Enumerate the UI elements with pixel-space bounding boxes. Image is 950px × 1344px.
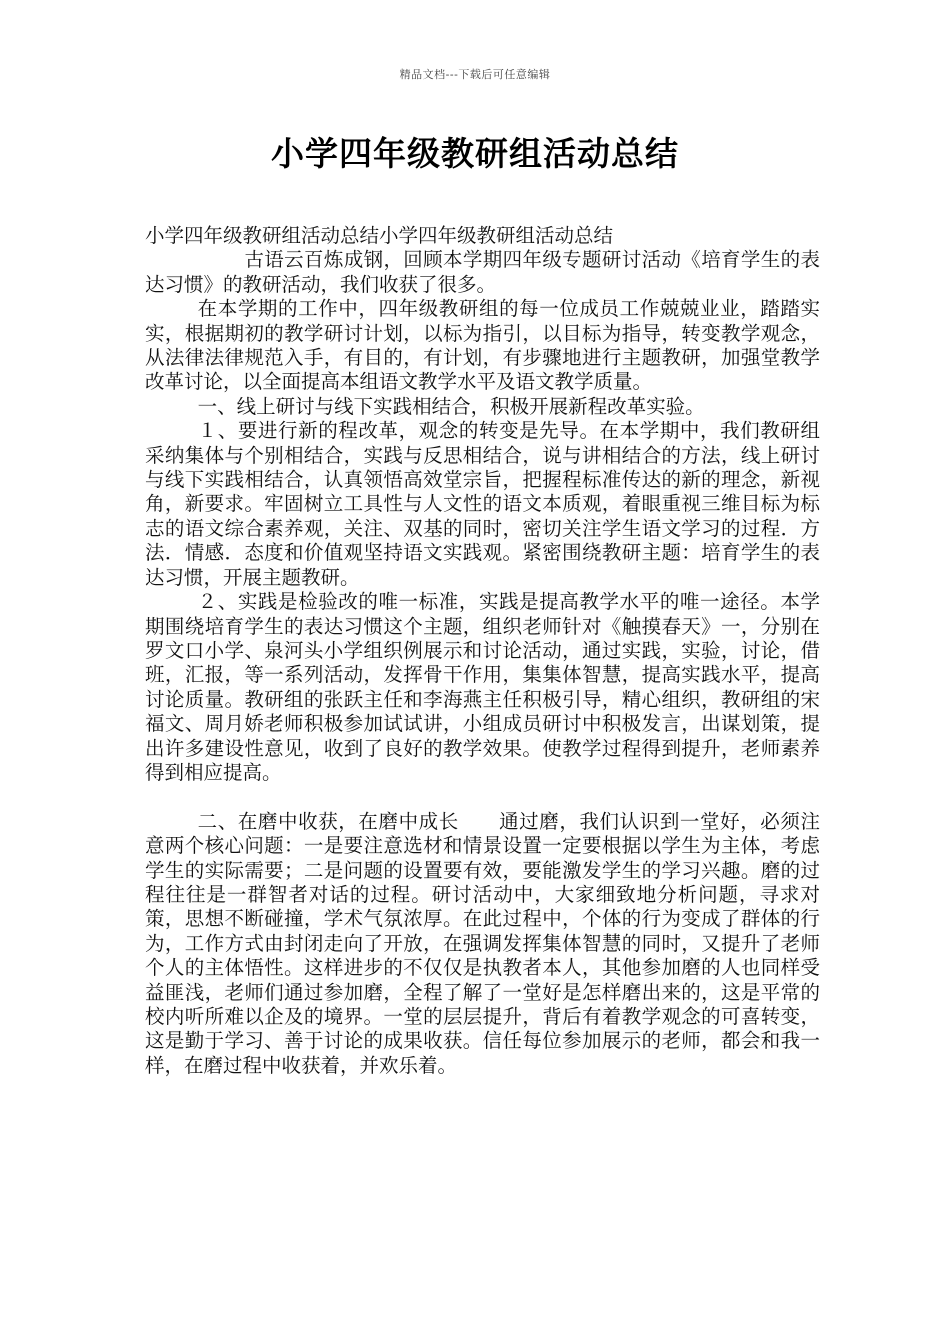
paragraph-section-two: 二、在磨中收获，在磨中成长 通过磨，我们认识到一堂好，必须注意两个核心问题：一是要注意选材和情景设置一定要根据以学生为主体，考虑学生的实际需要；二是问题的设置要有效，要能激发学生的学习兴趣。磨的过程往往是一群智者对话的过程。研讨活动中，大家细致地分析问题，寻求对策，思想不断碰撞，学术气氛浓厚。在此过程中，个体的行为变成了群体的行为，工作方式由封闭走向了开放，在强调发挥集体智慧的同时，又提升了老师个人的主体悟性。这样进步的不仅仅是执教者本人，其他参加磨的人也同样受益匪浅，老师们通过参加磨，全程了解了一堂好是怎样磨出来的，这是平常的校内听所难以企及的境界。一堂的层层提升，背后有着教学观念的可喜转变，这是勤于学习、善于讨论的成果收获。信任每位参加展示的老师，都会和我一样，在磨过程中收获着，并欢乐着。: [145, 809, 820, 1077]
paragraph-point-two: ２、实践是检验改的唯一标准，实践是提高教学水平的唯一途径。本学期围绕培育学生的表达习惯这个主题，组织老师针对《触摸春天》一，分别在罗文口小学、泉河头小学组织例展示和讨论活动，通过实践，实验，讨论，借班，汇报，等一系列活动，发挥骨干作用，集集体智慧，提高实践水平，提高讨论质量。教研组的张跃主任和李海燕主任积极引导，精心组织，教研组的宋福文、周月娇老师积极参加试试讲，小组成员研讨中积极发言，出谋划策，提出许多建设性意见，收到了良好的教学效果。使教学过程得到提升，老师素养得到相应提高。: [145, 590, 820, 784]
paragraph-point-one: １、要进行新的程改革，观念的转变是先导。在本学期中，我们教研组采纳集体与个别相结合，实践与反思相结合，说与讲相结合的方法，线上研讨与线下实践相结合，认真领悟高效堂宗旨，把握程标准传达的新的理念，新视角，新要求。牢固树立工具性与人文性的语文本质观，着眼重视三维目标为标志的语文综合素养观，关注、双基的同时，密切关注学生语文学习的过程．方法．情感．态度和价值观坚持语文实践观。紧密围绕教研主题：培育学生的表达习惯，开展主题教研。: [145, 419, 820, 589]
paragraph-spacer: [145, 785, 820, 809]
paragraph-intro-title: 小学四年级教研组活动总结小学四年级教研组活动总结: [145, 224, 614, 247]
paragraph-opening: 古语云百炼成钢，回顾本学期四年级专题研讨活动《培育学生的表达习惯》的教研活动，我们收获了很多。: [145, 248, 820, 296]
document-body: [145, 224, 820, 1078]
header-note: 精品文档---下载后可任意编辑: [399, 68, 551, 81]
document-title: 小学四年级教研组活动总结: [271, 134, 679, 173]
section-heading-one: 一、线上研讨与线下实践相结合，积极开展新程改革实验。: [197, 394, 705, 418]
paragraph-overview: 在本学期的工作中，四年级教研组的每一位成员工作兢兢业业，踏踏实实，根据期初的教学研讨计划，以标为指引，以目标为指导，转变教学观念，从法律法律规范入手，有目的，有计划，有步骤地进行主题教研，加强堂教学改革讨论，以全面提高本组语文教学水平及语文教学质量。: [145, 297, 820, 394]
